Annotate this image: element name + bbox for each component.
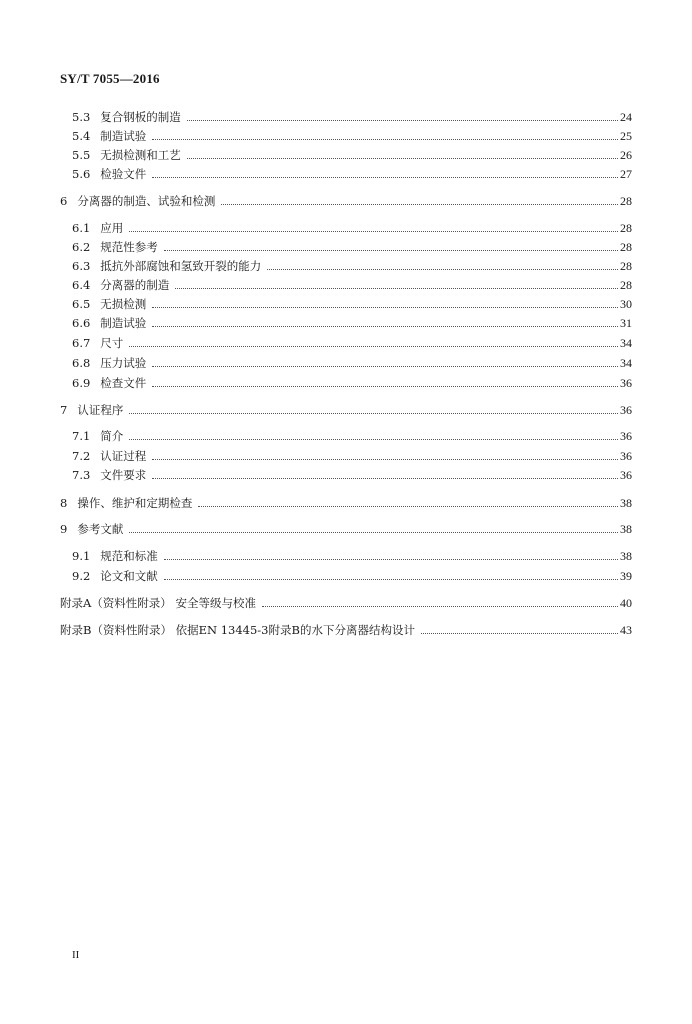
toc-entry-page: 38 — [620, 549, 632, 563]
toc-entry-title: 检查文件 — [100, 376, 147, 390]
toc-entry[interactable] — [72, 468, 632, 482]
toc-entry-title: 论文和文献 — [100, 569, 158, 583]
toc-leader-dots — [129, 531, 618, 533]
toc-entry-title: 复合钢板的制造 — [100, 110, 181, 124]
toc-entry[interactable] — [72, 549, 632, 563]
toc-leader-dots — [152, 365, 618, 367]
toc-leader-dots — [129, 438, 618, 440]
toc-entry-page: 28 — [620, 259, 632, 273]
toc-leader-dots — [152, 138, 618, 140]
toc-entry-page: 28 — [620, 278, 632, 292]
toc-entry[interactable] — [72, 569, 632, 583]
toc-entry-title: 规范和标准 — [100, 549, 158, 563]
toc-leader-dots — [175, 287, 618, 289]
toc-entry-number: 9.1 — [72, 549, 91, 563]
toc-entry-title: 附录B（资料性附录） 依据EN 13445-3附录B的水下分离器结构设计 — [60, 623, 415, 637]
toc-leader-dots — [164, 249, 618, 251]
toc-entry-page: 28 — [620, 194, 632, 208]
toc-entry[interactable] — [60, 403, 632, 417]
toc-entry-page: 31 — [620, 316, 632, 330]
toc-entry-title: 简介 — [100, 429, 124, 443]
toc-entry-number: 6.7 — [72, 336, 91, 350]
toc-entry-page: 27 — [620, 167, 632, 181]
toc-entry-number: 6.9 — [72, 376, 91, 390]
toc-entry-number: 6.8 — [72, 356, 91, 370]
toc-entry-page: 36 — [620, 403, 632, 417]
toc-leader-dots — [129, 345, 618, 347]
toc-entry[interactable] — [72, 297, 632, 311]
toc-entry-title: 文件要求 — [100, 468, 147, 482]
toc-entry[interactable] — [72, 356, 632, 370]
toc-entry[interactable] — [60, 596, 632, 610]
toc-entry-number: 5.3 — [72, 110, 91, 124]
toc-leader-dots — [129, 230, 618, 232]
toc-entry-number: 6.1 — [72, 221, 91, 235]
toc-entry[interactable] — [72, 336, 632, 350]
toc-entry-title: 附录A（资料性附录） 安全等级与校准 — [60, 596, 256, 610]
toc-entry[interactable] — [60, 194, 632, 208]
toc-entry-number: 5.4 — [72, 129, 91, 143]
toc-entry-number: 7.1 — [72, 429, 91, 443]
toc-leader-dots — [152, 458, 618, 460]
toc-leader-dots — [198, 505, 618, 507]
toc-entry-title: 规范性参考 — [100, 240, 158, 254]
toc-entry-page: 38 — [620, 522, 632, 536]
toc-entry-title: 检验文件 — [100, 167, 147, 181]
toc-entry-title: 制造试验 — [100, 129, 147, 143]
toc-leader-dots — [152, 385, 618, 387]
toc-entry-page: 36 — [620, 468, 632, 482]
toc-entry-title: 尺寸 — [100, 336, 124, 350]
toc-entry[interactable] — [72, 240, 632, 254]
toc-entry-page: 24 — [620, 110, 632, 124]
toc-entry[interactable] — [72, 278, 632, 292]
toc-entry-number: 6.3 — [72, 259, 91, 273]
toc-entry[interactable] — [72, 221, 632, 235]
toc-entry-page: 34 — [620, 356, 632, 370]
toc-entry-page: 43 — [620, 623, 632, 637]
toc-entry-number: 6.4 — [72, 278, 91, 292]
toc-leader-dots — [262, 605, 618, 607]
toc-entry-page: 36 — [620, 449, 632, 463]
toc-entry-number: 6.5 — [72, 297, 91, 311]
toc-entry-title: 参考文献 — [77, 522, 124, 536]
page-number: II — [72, 949, 80, 961]
toc-leader-dots — [221, 203, 618, 205]
toc-entry-page: 30 — [620, 297, 632, 311]
toc-entry[interactable] — [60, 496, 632, 510]
toc-leader-dots — [421, 632, 618, 634]
toc-leader-dots — [187, 157, 618, 159]
toc-entry-number: 6.6 — [72, 316, 91, 330]
toc-leader-dots — [152, 325, 618, 327]
toc-entry-title: 无损检测 — [100, 297, 147, 311]
toc-entry-number: 5.5 — [72, 148, 91, 162]
toc-entry[interactable] — [60, 522, 632, 536]
toc-entry-title: 操作、维护和定期检查 — [77, 496, 193, 510]
toc-entry-page: 28 — [620, 221, 632, 235]
toc-leader-dots — [164, 558, 618, 560]
toc-entry-page: 38 — [620, 496, 632, 510]
toc-entry-title: 认证程序 — [77, 403, 124, 417]
toc-entry-number: 8 — [60, 496, 68, 510]
toc-leader-dots — [267, 268, 618, 270]
toc-entry-title: 应用 — [100, 221, 124, 235]
toc-entry-page: 36 — [620, 376, 632, 390]
toc-leader-dots — [129, 412, 618, 414]
toc-entry-title: 分离器的制造、试验和检测 — [77, 194, 216, 208]
toc-entry-page: 36 — [620, 429, 632, 443]
toc-entry-page: 39 — [620, 569, 632, 583]
toc-entry-page: 40 — [620, 596, 632, 610]
toc-leader-dots — [164, 578, 618, 580]
document-header: SY/T 7055—2016 — [60, 71, 160, 86]
toc-entry-title: 制造试验 — [100, 316, 147, 330]
toc-entry-number: 9 — [60, 522, 68, 536]
toc-entry-title: 抵抗外部腐蚀和氢致开裂的能力 — [100, 259, 262, 273]
toc-entry-number: 7 — [60, 403, 68, 417]
toc-entry[interactable] — [72, 429, 632, 443]
toc-entry[interactable] — [72, 148, 632, 162]
toc-entry-title: 压力试验 — [100, 356, 147, 370]
toc-leader-dots — [152, 306, 618, 308]
toc-entry[interactable] — [72, 129, 632, 143]
toc-entry[interactable] — [72, 449, 632, 463]
toc-entry-number: 6.2 — [72, 240, 91, 254]
toc-leader-dots — [152, 176, 618, 178]
toc-entry[interactable] — [72, 316, 632, 330]
toc-entry-title: 分离器的制造 — [100, 278, 170, 292]
toc-entry[interactable] — [60, 623, 632, 637]
toc-entry-number: 6 — [60, 194, 68, 208]
toc-entry-number: 9.2 — [72, 569, 91, 583]
toc-entry[interactable] — [72, 167, 632, 181]
toc-entry[interactable] — [72, 376, 632, 390]
toc-entry[interactable] — [72, 110, 632, 124]
toc-entry-title: 无损检测和工艺 — [100, 148, 181, 162]
toc-leader-dots — [152, 477, 618, 479]
toc-entry-title: 认证过程 — [100, 449, 147, 463]
toc-entry-page: 25 — [620, 129, 632, 143]
toc-entry-number: 7.2 — [72, 449, 91, 463]
toc-entry-page: 34 — [620, 336, 632, 350]
toc-entry-number: 5.6 — [72, 167, 91, 181]
toc-entry-number: 7.3 — [72, 468, 91, 482]
toc-leader-dots — [187, 119, 618, 121]
toc-entry[interactable] — [72, 259, 632, 273]
toc-entry-page: 26 — [620, 148, 632, 162]
toc-entry-page: 28 — [620, 240, 632, 254]
